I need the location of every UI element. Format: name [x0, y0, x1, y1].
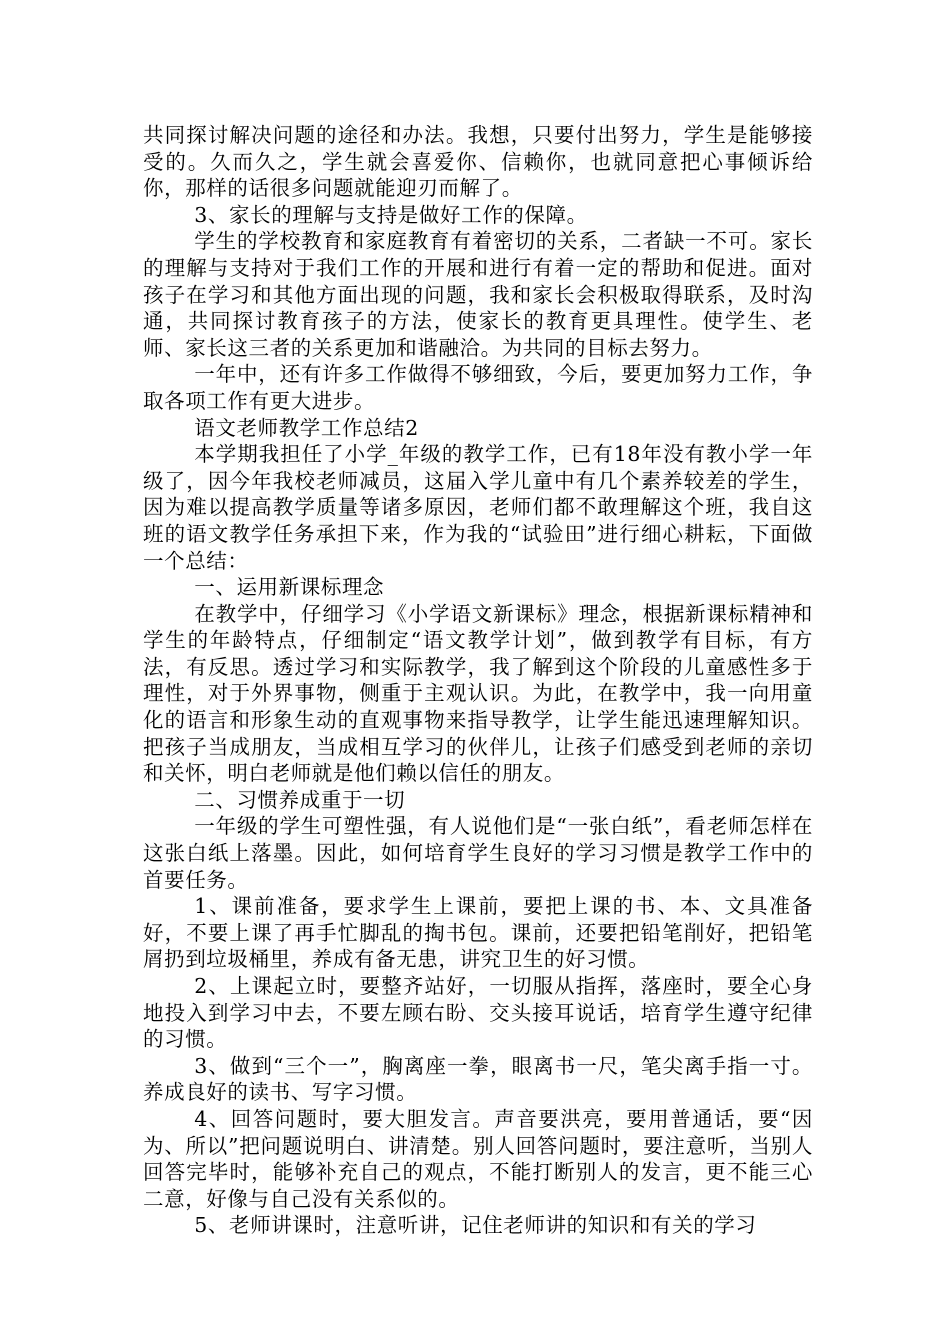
paragraph-habits: 一年级的学生可塑性强，有人说他们是“一张白纸”，看老师怎样在这张白纸上落墨。因此，如何培育学生良好的学习习惯是教学工作中的首要任务。 [143, 814, 813, 892]
list-item-standing: 2、上课起立时，要整齐站好，一切服从指挥，落座时，要全心身地投入到学习中去，不要左顾右盼、交头接耳说话，培育学生遵守纪律的习惯。 [143, 974, 813, 1052]
list-item-listening: 5、老师讲课时，注意听讲，记住老师讲的知识和有关的学习 [194, 1213, 757, 1238]
list-item-posture: 3、做到“三个一”，胸离座一拳，眼离书一尺，笔尖离手指一寸。养成良好的读书、写字习惯。 [143, 1053, 813, 1105]
heading-habits: 二、习惯养成重于一切 [194, 787, 406, 812]
paragraph-new-curriculum: 在教学中，仔细学习《小学语文新课标》理念，根据新课标精神和学生的年龄特点，仔细制定“语文教学计划”，做到教学有目标，有方法，有反思。透过学习和实际教学，我了解到这个阶段的儿童感性多于理性，对于外界事物，侧重于主观认识。为此，在教学中，我一向用童化的语言和形象生动的直观事物来指导教学，让学生能迅速理解知识。把孩子当成朋友，当成相互学习的伙伴儿，让孩子们感受到老师的亲切和关怀，明白老师就是他们赖以信任的朋友。 [143, 601, 813, 786]
document-page [143, 122, 813, 1239]
heading-new-curriculum: 一、运用新课标理念 [194, 575, 385, 600]
paragraph-parent-support: 学生的学校教育和家庭教育有着密切的关系，二者缺一不可。家长的理解与支持对于我们工作的开展和进行有着一定的帮助和促进。面对孩子在学习和其他方面出现的问题，我和家长会积极取得联系，及时沟通，共同探讨教育孩子的方法，使家长的教育更具理性。使学生、老师、家长这三者的关系更加和谐融洽。为共同的目标去努力。 [143, 229, 813, 360]
paragraph-continuation: 共同探讨解决问题的途径和办法。我想，只要付出努力，学生是能够接受的。久而久之，学生就会喜爱你、信赖你，也就同意把心事倾诉给你，那样的话很多问题就能迎刃而解了。 [143, 123, 813, 201]
paragraph-year-summary: 一年中，还有许多工作做得不够细致，今后，要更加努力工作，争取各项工作有更大进步。 [143, 362, 813, 413]
section-title-summary-2: 语文老师教学工作总结2 [194, 415, 419, 440]
paragraph-intro: 本学期我担任了小学_年级的教学工作，已有18年没有教小学一年级了，因今年我校老师减员，这届入学儿童中有几个素养较差的学生，因为难以提高教学质量等诸多原因，老师们都不敢理解这个班，我自这班的语文教学任务承担下来，作为我的“试验田”进行细心耕耘，下面做一个总结： [143, 442, 813, 573]
point-parent-support: 3、家长的理解与支持是做好工作的保障。 [194, 202, 588, 227]
list-item-answering: 4、回答问题时，要大胆发言。声音要洪亮，要用普通话，要“因为、所以”把问题说明白、讲清楚。别人回答问题时，要注意听，当别人回答完毕时，能够补充自己的观点，不能打断别人的发言，更不能三心二意，好像与自己没有关系似的。 [143, 1106, 813, 1211]
list-item-preparation: 1、课前准备，要求学生上课前，要把上课的书、本、文具准备好，不要上课了再手忙脚乱的掏书包。课前，还要把铅笔削好，把铅笔屑扔到垃圾桶里，养成有备无患，讲究卫生的好习惯。 [143, 894, 813, 972]
